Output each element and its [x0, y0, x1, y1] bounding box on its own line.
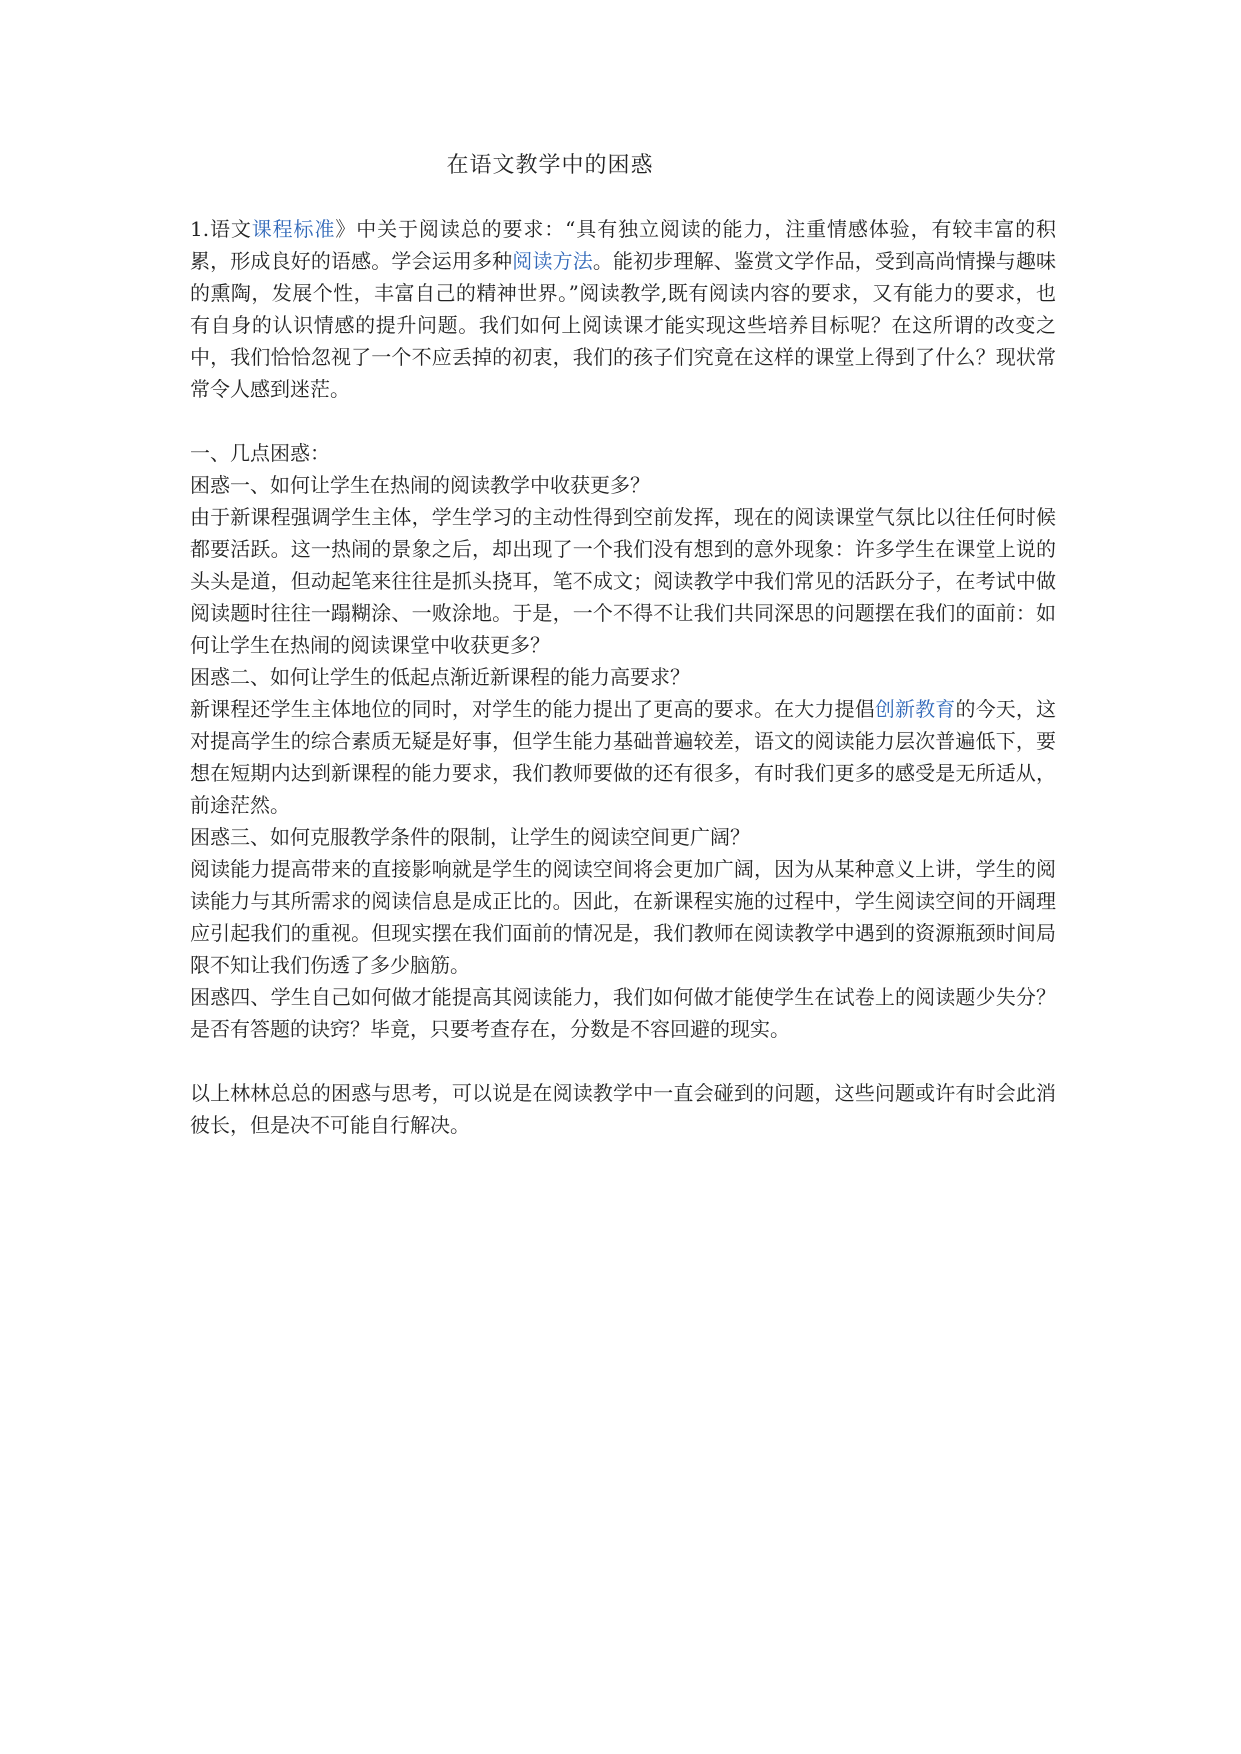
paragraph-spacer — [190, 1045, 1056, 1077]
conclusion-paragraph: 以上林林总总的困惑与思考，可以说是在阅读教学中一直会碰到的问题，这些问题或许有时会此消彼长，但是决不可能自行解决。 — [190, 1081, 1056, 1137]
confusion-2-text-1: 新课程还学生主体地位的同时，对学生的能力提出了更高的要求。在大力提倡 — [190, 697, 875, 721]
confusion-2-text-2: 的今天，这对提高学生的综合素质无疑是好事，但学生能力基础普遍较差，语文的阅读能力层次普遍低下，要想在短期内达到新课程的能力要求，我们教师要做的还有很多，有时我们更多的感受是无所适从，前途茫然。 — [190, 697, 1057, 817]
document-body — [190, 213, 1056, 1141]
intro-text-3: 。能初步理解、鉴赏文学作品，受到高尚情操与趣味的熏陶，发展个性，丰富自己的精神世界。”阅读教学,既有阅读内容的要求，又有能力的要求，也有自身的认识情感的提升问题。我们如何上阅读课才能实现这些培养目标呢？在这所谓的改变之中，我们恰恰忽视了一个不应丢掉的初衷，我们的孩子们究竟在这样的课堂上得到了什么？现状常常令人感到迷茫。 — [190, 249, 1057, 401]
innovation-education-link[interactable]: 创新教育 — [874, 697, 956, 721]
confusion-3-text: 阅读能力提高带来的直接影响就是学生的阅读空间将会更加广阔，因为从某种意义上讲，学生的阅读能力与其所需求的阅读信息是成正比的。因此，在新课程实施的过程中，学生阅读空间的开阔理应引起我们的重视。但现实摆在我们面前的情况是，我们教师在阅读教学中遇到的资源瓶颈时间局限不知让我们伤透了多少脑筋。 — [190, 857, 1056, 977]
confusion-3-heading: 困惑三、如何克服教学条件的限制，让学生的阅读空间更广阔？ — [190, 825, 750, 849]
paragraph-spacer — [190, 405, 1056, 437]
intro-text-1: 1.语文 — [190, 217, 252, 241]
reading-method-link[interactable]: 阅读方法 — [512, 249, 593, 273]
confusion-1-heading: 困惑一、如何让学生在热闹的阅读教学中收获更多？ — [190, 473, 650, 497]
intro-paragraph — [190, 213, 1056, 405]
confusion-1-text: 由于新课程强调学生主体，学生学习的主动性得到空前发挥，现在的阅读课堂气氛比以往任何时候都要活跃。这一热闹的景象之后，却出现了一个我们没有想到的意外现象：许多学生在课堂上说的头头是道，但动起笔来往往是抓头挠耳，笔不成文；阅读教学中我们常见的活跃分子，在考试中做阅读题时往往一蹋糊涂、一败涂地。于是，一个不得不让我们共同深思的问题摆在我们的面前：如何让学生在热闹的阅读课堂中收获更多？ — [190, 505, 1056, 657]
confusion-2-text — [190, 693, 1056, 821]
intro-text-2: 》中关于阅读总的要求：“具有独立阅读的能力，注重情感体验，有较丰富的积累，形成良好的语感。学会运用多种 — [190, 217, 1056, 273]
confusion-2-heading: 困惑二、如何让学生的低起点渐近新课程的能力高要求？ — [190, 665, 690, 689]
confusion-4-text: 困惑四、学生自己如何做才能提高其阅读能力，我们如何做才能使学生在试卷上的阅读题少失分？是否有答题的诀窍？毕竟，只要考查存在，分数是不容回避的现实。 — [190, 985, 1056, 1041]
document-title: 在语文教学中的困惑 — [446, 153, 654, 178]
course-standard-link[interactable]: 课程标准 — [251, 217, 336, 241]
section-heading: 一、几点困惑： — [190, 441, 330, 465]
